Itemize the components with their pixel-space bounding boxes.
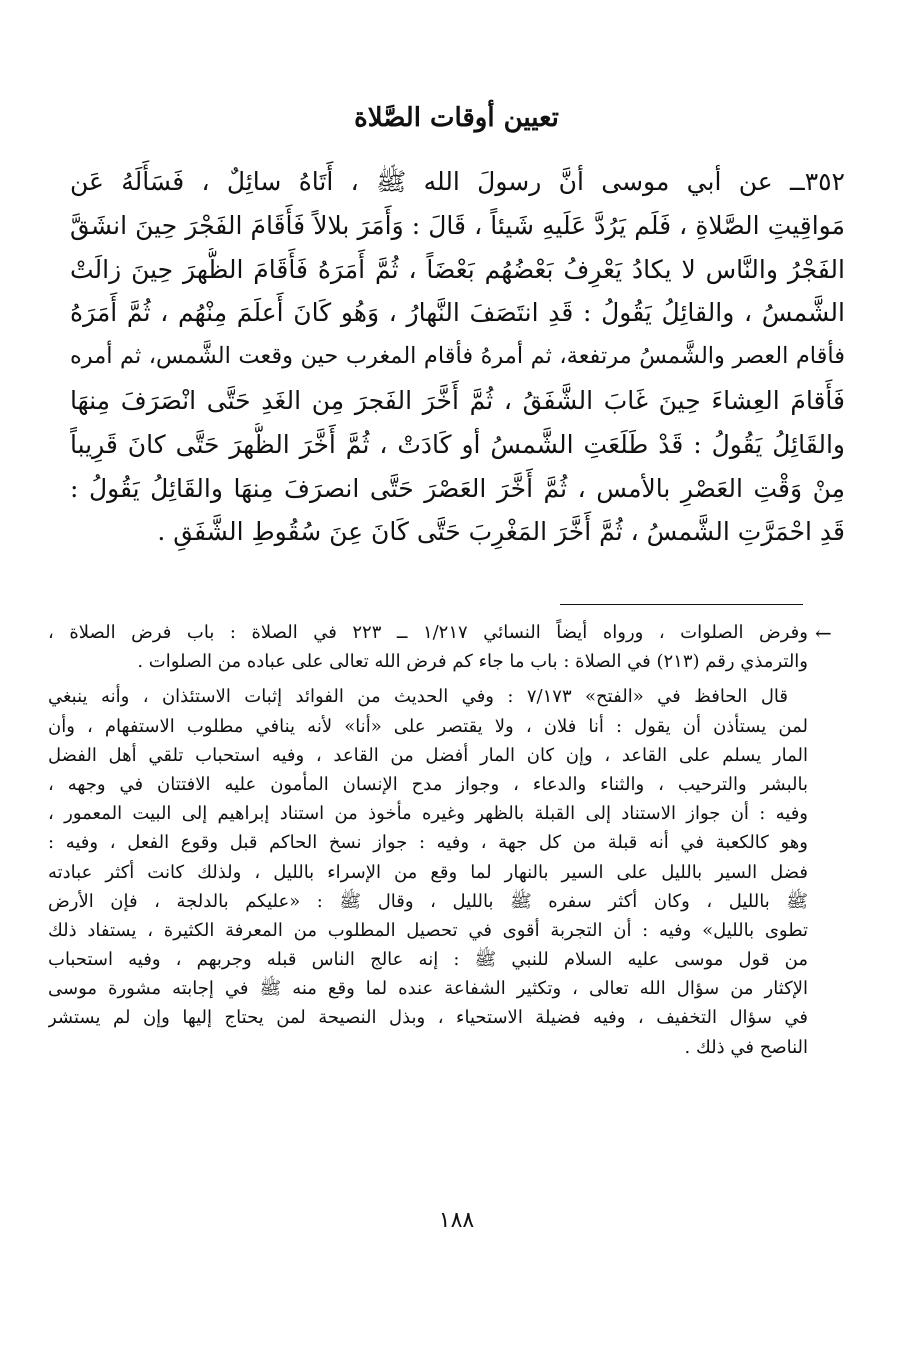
footnote-line: قال الحافظ في «الفتح» ٧/١٧٣ : وفي الحديث من الفوائد إثبات الاستئذان ، وأنه ينبغي [48, 686, 788, 708]
footnote-line: والترمذي رقم (٢١٣) في الصلاة : باب ما جاء كم فرض الله تعالى على عباده من الصلوات . [137, 651, 808, 673]
footnote-text [48, 618, 808, 1062]
continuation-arrow-icon: ← [815, 621, 832, 645]
footnote-divider [560, 604, 803, 605]
hadith-line: مَواقِيتِ الصَّلاةِ ، فَلَم يَرُدَّ عَلَيهِ شَيئاً ، قَالَ : وَأَمَرَ بلالاً فَأَقَامَ الفَجْرَ حِينَ انشَقَّ [70, 210, 845, 240]
chapter-title: تعيين أوقات الصَّلاة [354, 103, 559, 133]
hadith-line: ٣٥٢ــ عن أبي موسى أنَّ رسولَ الله ﷺ ، أَتَاهُ سائِلٌ ، فَسَأَلَهُ عَن [70, 167, 845, 196]
footnote-line: بالبشر والترحيب ، والثناء والدعاء ، وجواز مدح الإنسان المأمون عليه الافتتان في وجهه ، [48, 773, 808, 795]
footnote-line: الإكثار من سؤال الله تعالى ، وتكثير الشفاعة عنده لما وقع منه ﷺ في إجابته مشورة موسى [48, 978, 808, 1000]
footnote-line: الناصح في ذلك . [684, 1036, 808, 1058]
page-number: ١٨٨ [438, 1208, 475, 1233]
footnote-line: لمن يستأذن أن يقول : أنا فلان ، ولا يقتصر على «أنا» لأنه ينافي مطلوب الاستفهام ، وأن [48, 715, 808, 737]
hadith-line: فَأَقامَ العِشاءَ حِينَ غَابَ الشَّفَقُ ، ثُمَّ أَخَّرَ الفَجرَ مِن الغَدِ حَتَّى انْصَرَفَ مِنهَا [70, 385, 845, 415]
hadith-line: الشَّمسُ ، والقائِلُ يَقُولُ : قَدِ انتَصَفَ النَّهارُ ، وَهُو كَانَ أَعلَمَ مِنْهُم ، ثُمَّ أَمَرَهُ [70, 298, 845, 328]
footnote-line: وفيه : أن جواز الاستناد إلى القبلة بالظهر وغيره مأخوذ من استناد إبراهيم إلى البيت المعمور ، [48, 803, 808, 825]
hadith-text [70, 160, 845, 554]
hadith-line: والقَائِلُ يَقُولُ : قَدْ طَلَعَتِ الشَّمسُ أو كَادَتْ ، ثُمَّ أَخَّرَ الظُّهرَ حَتَّى كانَ قَرِيباً [70, 429, 845, 459]
footnote-line: تطوى بالليل» وفيه : أن التجربة أقوى في تحصيل المطلوب من المعرفة الكثيرة ، يستفاد ذلك [48, 919, 808, 941]
hadith-line: قَدِ احْمَرَّتِ الشَّمسُ ، ثُمَّ أَخَّرَ المَغْرِبَ حَتَّى كَانَ عِنَ سُقُوطِ الشَّفَقِ . [157, 517, 845, 547]
footnote-line: في سؤال التخفيف ، وفيه فضيلة الاستحياء ، وبذل النصيحة لمن يحتاج إليها وإن لم يستشر [48, 1007, 808, 1029]
footnote-line: وفرض الصلوات ، ورواه أيضاً النسائي ١/٢١٧ ــ ٢٢٣ في الصلاة : باب فرض الصلاة ، [48, 622, 808, 643]
footnote-line: ﷺ بالليل ، وكان أكثر سفره ﷺ بالليل ، وقال ﷺ : «عليكم بالدلجة ، فإن الأرض [48, 890, 808, 912]
footnote-line: فضل السير بالليل على السير بالنهار لما وقع من الإسراء بالليل ، ولذلك كانت أكثر عبادته [48, 861, 808, 883]
hadith-line: فأقام العصر والشَّمسُ مرتفعة، ثم أمرهُ فأقام المغرب حين وقعت الشَّمس، ثم أمره [70, 343, 845, 370]
hadith-line: مِنْ وَقْتِ العَصْرِ بالأمس ، ثُمَّ أَخَّرَ العَصْرَ حَتَّى انصرَفَ مِنهَا والقَائِلُ يَقُولُ : [70, 473, 845, 503]
hadith-line: الفَجْرُ والنَّاس لا يكادُ يَعْرِفُ بَعْضُهُم بَعْضَاً ، ثُمَّ أَمَرَهُ فَأَقَامَ الظُّهرَ حِينَ زالَتْ [70, 254, 845, 284]
footnote-line: وهو كالكعبة في أنه قبلة من كل جهة ، وفيه : جواز نسخ الحاكم قبل وقوع الفعل ، وفيه : [48, 832, 808, 854]
footnote-line: المار يسلم على القاعد ، وإن كان المار أفضل من القاعد ، وفيه استحباب تلقي أهل الفضل [48, 744, 808, 766]
footnote-line: من قول موسى عليه السلام للنبي ﷺ : إنه عالج الناس قبله وجربهم ، وفيه استحباب [48, 949, 808, 971]
